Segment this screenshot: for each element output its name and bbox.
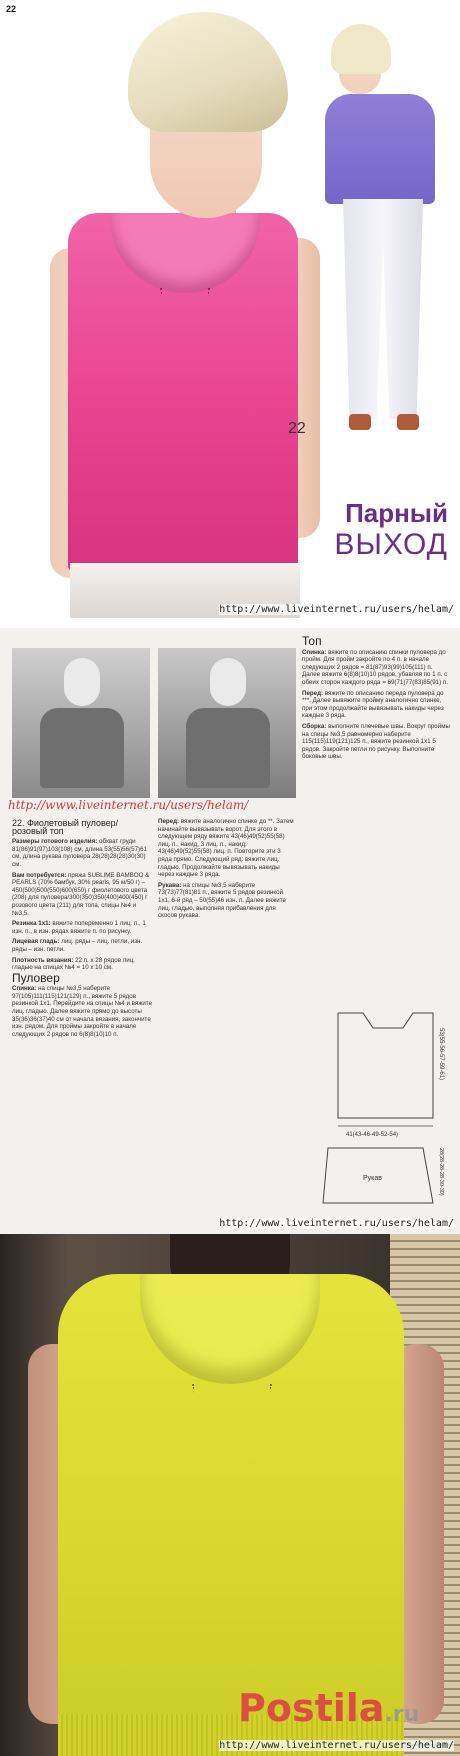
- pattern-column-middle: [158, 818, 296, 923]
- materials-text: пряжа SUBLIME BAMBOO & PEARLS (70% бамбук, 30% pearls, 95 м/50 г) – 450(500)500(550)600(650) г фиолетового цвета (208) для пуловера/300(350)350(400)400(450) г розового цвета (211) для топа, спицы №4 и №3,5.: [12, 871, 150, 917]
- gauge-text: 22 п. х 28 рядов лиц. гладью на спицах №4 = 10 х 10 см.: [12, 956, 136, 972]
- pattern-page: [0, 628, 460, 1234]
- page-number: 22: [6, 4, 17, 14]
- schematic-width-label: 41(43-46-49-52-54): [346, 1132, 399, 1138]
- back-label: Спинка:: [12, 985, 37, 993]
- sizes-label: Размеры готового изделия:: [12, 838, 98, 846]
- top-front-label: Перед:: [302, 689, 324, 697]
- pattern-heading: 22. Фиолетовый пуловер/розовый топ: [12, 818, 119, 836]
- shoe-right: [397, 414, 419, 430]
- assembly-label: Сборка:: [302, 722, 327, 730]
- top-back-label: Спинка:: [302, 648, 327, 656]
- postila-watermark: [238, 1686, 419, 1730]
- title-line-1: Парный: [345, 498, 448, 528]
- schematic-sleeve-label: Рукав: [363, 1175, 382, 1182]
- gray-model-head-2: [210, 658, 246, 706]
- schematic-sleeve-length: 28(28-28-28-30-30): [438, 1148, 444, 1196]
- top-front-text: вяжите по описанию переда пуловера до ***. Далее вывяжите пройму аналогично спинке, при этом продолжайте вывязывать накиды через каждые 3 ряда.: [302, 689, 444, 720]
- stockinette-label: Лицевая гладь:: [12, 938, 60, 946]
- gray-photo-pullover: [158, 648, 296, 798]
- pullover-heading: Пуловер: [12, 970, 60, 985]
- gray-top-garment: [40, 708, 124, 788]
- magazine-photo-page: [0, 0, 460, 618]
- back-text: на спицы №3,5 наберите 97(105)111(115)121(129) п., вяжите 5 рядов резинкой 1х1. Перейдите на спицы №4 и вяжите лиц. гладью. Далее вяжите прямо до высоты 35(36)36(37)40 см от начала вязания, закончите изн. рядом. Для проймы закройте в начале следующих 2 рядов по 6(8)8(10)10 п.: [12, 985, 153, 1038]
- source-url-1[interactable]: http://www.liveinternet.ru/users/helam/: [219, 604, 454, 615]
- gray-pullover-garment: [186, 708, 270, 788]
- materials-label: Вам потребуется:: [12, 871, 67, 879]
- yellow-top-photo: [0, 1234, 460, 1756]
- rib-label: Резинка 1х1:: [12, 920, 51, 928]
- gray-model-head: [64, 658, 100, 706]
- sleeve-label: Рукава:: [158, 881, 182, 889]
- shoe-left: [349, 414, 371, 430]
- assembly-text: выполните плечевые швы. Вокруг проймы на спицы №3,5 равномерно наберите 115(115)119(121)125 п., вяжите резинкой 1х1 5 рядов. Закройте петли по рисунку. Выполните боковые швы.: [302, 722, 450, 761]
- watermark-suffix: .ru: [384, 1702, 420, 1727]
- top-heading: Топ: [302, 634, 322, 648]
- watermark-main: Postila: [238, 1686, 385, 1730]
- schematic-body-outline: [338, 1013, 433, 1118]
- sizes-text: обхват груди 81(86)91(97)103(108) см, длина 53(55)56(57)61 см, длина рукава пуловера 28(28)28(28)30(30) см.: [12, 838, 147, 868]
- garment-schematic: [318, 1008, 448, 1218]
- photo-number: 22: [288, 420, 306, 437]
- top-back-text: вяжите по описанию спинки пуловера до пройм. Для пройм закройте по 4 п. в начале следующих 2 рядов = 81(87)93(99)105(111) п. Далее вяжите 6(8)8(10)10 рядов, убавляя по 1 п. с обеих сторон каждого ряда = 69(71)77(83)85(91) п.: [302, 648, 448, 686]
- pattern-column-right: [302, 636, 452, 764]
- script-watermark-url: http://www.liveinternet.ru/users/helam/: [8, 798, 249, 812]
- rib-text: вяжите попеременно 1 лиц. п., 1 изн. п., в изн. рядах вяжите п. по рисунку.: [12, 920, 146, 935]
- pattern-column-left: [12, 818, 152, 1041]
- small-model-hair: [331, 24, 391, 74]
- sleeve-text: на спицы №3,5 наберите 73(73)77(81)81 п., вяжите 5 рядов резинкой 1х1, 6-й ряд – 50(55)46 изн. п. Далее вяжите лиц. гладью, выполняя прибавления для скосов рукава.: [158, 881, 286, 920]
- gauge-label: Плотность вязания:: [12, 956, 74, 964]
- source-url-3[interactable]: http://www.liveinternet.ru/users/helam/: [219, 1740, 454, 1751]
- model-hair: [128, 12, 288, 132]
- model-purple-pullover-photo: [315, 14, 455, 444]
- schematic-height-label: 53(55-56-57-59-61): [438, 1028, 444, 1081]
- stockinette-text: лиц. ряды – лиц. петли, изн. ряды – изн. петли.: [12, 938, 143, 953]
- model-pink-top-photo: [10, 8, 300, 608]
- white-jeans: [343, 199, 423, 419]
- purple-pullover: [325, 94, 435, 204]
- source-url-2[interactable]: http://www.liveinternet.ru/users/helam/: [219, 1218, 454, 1229]
- front-text: вяжите аналогично спинке до **. Затем начинайте вывязывать ворот. Для этого в следующем ряду вяжите 43(46)49(52)55(58) лиц. п., накид, 3 лиц. п., накид, 43(46)49(52)55(58) лиц. п. Повторите эти 3 ряда прямо. Следующий ряд: вяжите лиц. гладью. Продолжайте вывязывать накиды через каждые 3 ряда.: [158, 818, 294, 879]
- magazine-title: [334, 498, 448, 562]
- title-line-2: ВЫХОД: [334, 528, 448, 561]
- gray-photo-top: [12, 648, 150, 798]
- front-label: Перед:: [158, 818, 180, 825]
